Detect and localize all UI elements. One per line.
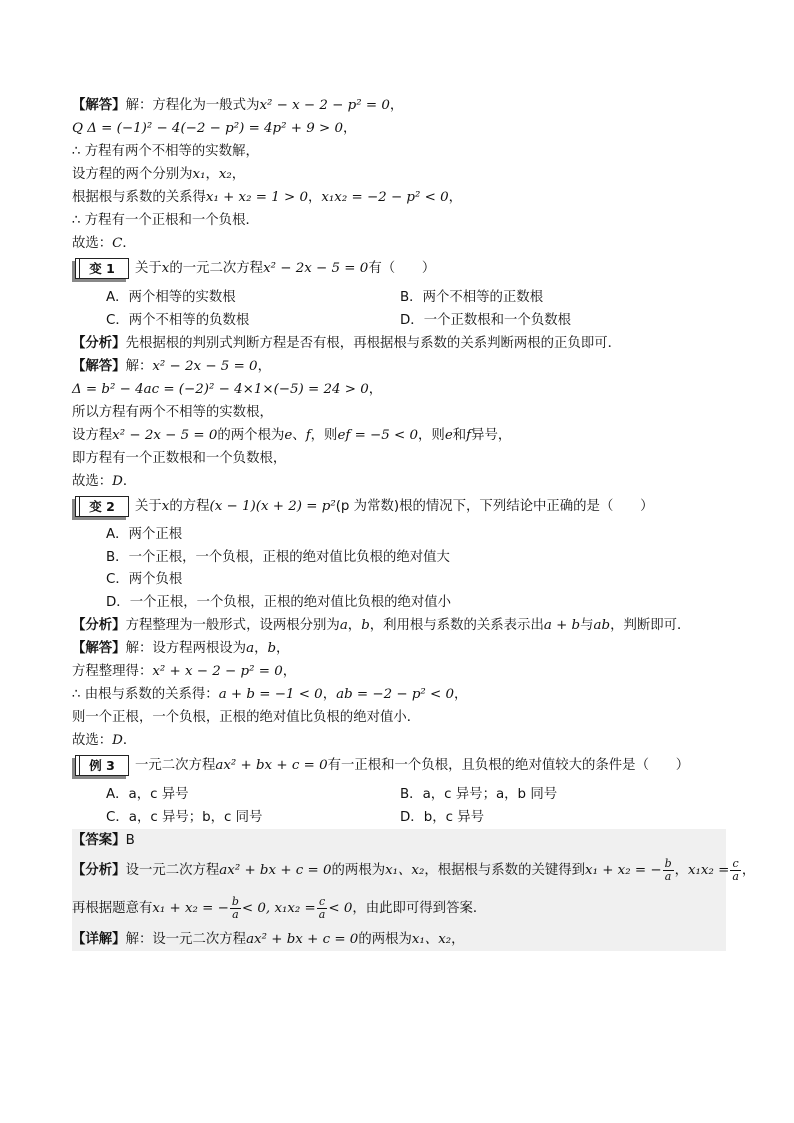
variant-1-analysis: 【分析】先根据根的判别式判断方程是否有根，再根据根与系数的关系判断两根的正负即可．: [72, 336, 622, 351]
example-3-analysis-line-2: 再根据题意有x₁ + x₂ = − $\frac{b}{a}$ < 0, x₁x₂ = $\frac{c}{a}$ < 0，由此即可得到答案．: [72, 894, 487, 921]
variant-2-analysis: 【分析】方程整理为一般形式，设两根分别为a，b，利用根与系数的关系表示出a + b与ab，判断即可．: [72, 618, 691, 633]
option-b[interactable]: B．a，c 异号；a，b 同号: [400, 787, 558, 802]
solution-tag: 【解答】: [72, 98, 126, 113]
variant-1-stem: 变 1 关于x的一元二次方程x² − 2x − 5 = 0有（ ）: [72, 256, 724, 282]
example-3-answer: 【答案】B: [72, 833, 135, 848]
variant-2-answer-line-1: 【解答】解：设方程两根设为a，b，: [72, 641, 290, 656]
variant-1-answer-line-4: 设方程x² − 2x − 5 = 0的两个根为e、f，则ef = −5 < 0，则e和f异号，: [72, 428, 512, 443]
option-d[interactable]: D．一个正根，一个负根，正根的绝对值比负根的绝对值小: [106, 594, 452, 610]
example-3-explanation-block: [72, 829, 756, 951]
example-3-detail: 【详解】解：设一元二次方程ax² + bx + c = 0的两根为x₁、x₂，: [72, 932, 465, 947]
option-c[interactable]: C．两个负根: [106, 572, 183, 587]
option-c[interactable]: C．a，c 异号；b，c 同号: [106, 810, 263, 825]
variant-2-stem: 变 2 关于x的方程(x − 1)(x + 2) = p²(p 为常数)根的情况下，下列结论中正确的是（ ）: [72, 494, 724, 520]
fraction-c-over-a: $\frac{c}{a}$: [732, 856, 739, 883]
variant-1-answer-line-1: 【解答】解：x² − 2x − 5 = 0，: [72, 359, 271, 374]
variant-2-answer-line-4: 则一个正根，一个负根，正根的绝对值比负根的绝对值小．: [72, 710, 421, 725]
variant-2-answer-line-2: 方程整理得：x² + x − 2 − p² = 0，: [72, 664, 297, 679]
option-a[interactable]: A．两个相等的实数根: [106, 290, 236, 305]
example-3-stem: 例 3 一元二次方程ax² + bx + c = 0有一正根和一个负根，且负根的绝对值较大的条件是（ ）: [72, 753, 724, 779]
example-3-options-row-2: [72, 806, 724, 829]
fraction-b-over-a: $\frac{b}{a}$: [664, 856, 672, 883]
solution-line-2: Q Δ = (−1)² − 4(−2 − p²) = 4p² + 9 > 0，: [72, 121, 357, 136]
option-d[interactable]: D．b，c 异号: [400, 810, 484, 825]
variant-1-badge: 变 1: [75, 258, 129, 279]
fraction-b-over-a: $\frac{b}{a}$: [231, 894, 239, 921]
solution-line-5: 根据根与系数的关系得x₁ + x₂ = 1 > 0，x₁x₂ = −2 − p² < 0，: [72, 190, 463, 205]
example-3-analysis-line-1: 【分析】设一元二次方程ax² + bx + c = 0的两根为x₁、x₂，根据根与系数的关键得到x₁ + x₂ = − $\frac{b}{a}$ ，x₁x₂ = $\frac{c}{a}$ ，: [72, 856, 756, 883]
option-c[interactable]: C．两个不相等的负数根: [106, 313, 250, 328]
variant-1-options-row-1: [72, 286, 724, 309]
variant-2-answer-line-5: 故选：D．: [72, 733, 137, 748]
solution-line-7: 故选：C．: [72, 236, 136, 251]
option-a[interactable]: A．a，c 异号: [106, 787, 189, 802]
page-content: [72, 94, 756, 951]
variant-1-answer-line-2: Δ = b² − 4ac = (−2)² − 4×1×(−5) = 24 > 0，: [72, 382, 383, 397]
variant-2-answer-line-3: ∴ 由根与系数的关系得：a + b = −1 < 0，ab = −2 − p² < 0，: [72, 687, 468, 702]
option-b[interactable]: B．一个正根，一个负根，正根的绝对值比负根的绝对值大: [106, 549, 450, 565]
variant-1-answer-line-6: 故选：D．: [72, 474, 137, 489]
option-d[interactable]: D．一个正数根和一个负数根: [400, 313, 571, 328]
example-3-options-row-1: [72, 783, 724, 806]
option-a[interactable]: A．两个正根: [106, 527, 183, 542]
variant-1-answer-line-5: 即方程有一个正数根和一个负数根，: [72, 451, 287, 466]
variant-1-options-row-2: [72, 309, 724, 332]
example-3-badge: 例 3: [75, 755, 129, 776]
option-b[interactable]: B．两个不相等的正数根: [400, 290, 544, 305]
solution-line-1: 【解答】解：方程化为一般式为x² − x − 2 − p² = 0，: [72, 98, 404, 113]
variant-1-answer-line-3: 所以方程有两个不相等的实数根，: [72, 405, 273, 420]
solution-line-3: ∴ 方程有两个不相等的实数解，: [72, 144, 259, 159]
solution-line-6: ∴ 方程有一个正根和一个负根．: [72, 213, 259, 228]
solution-line-4: 设方程的两个分别为x₁，x₂，: [72, 167, 246, 182]
variant-2-badge: 变 2: [75, 496, 129, 517]
fraction-c-over-a: $\frac{c}{a}$: [318, 894, 326, 921]
